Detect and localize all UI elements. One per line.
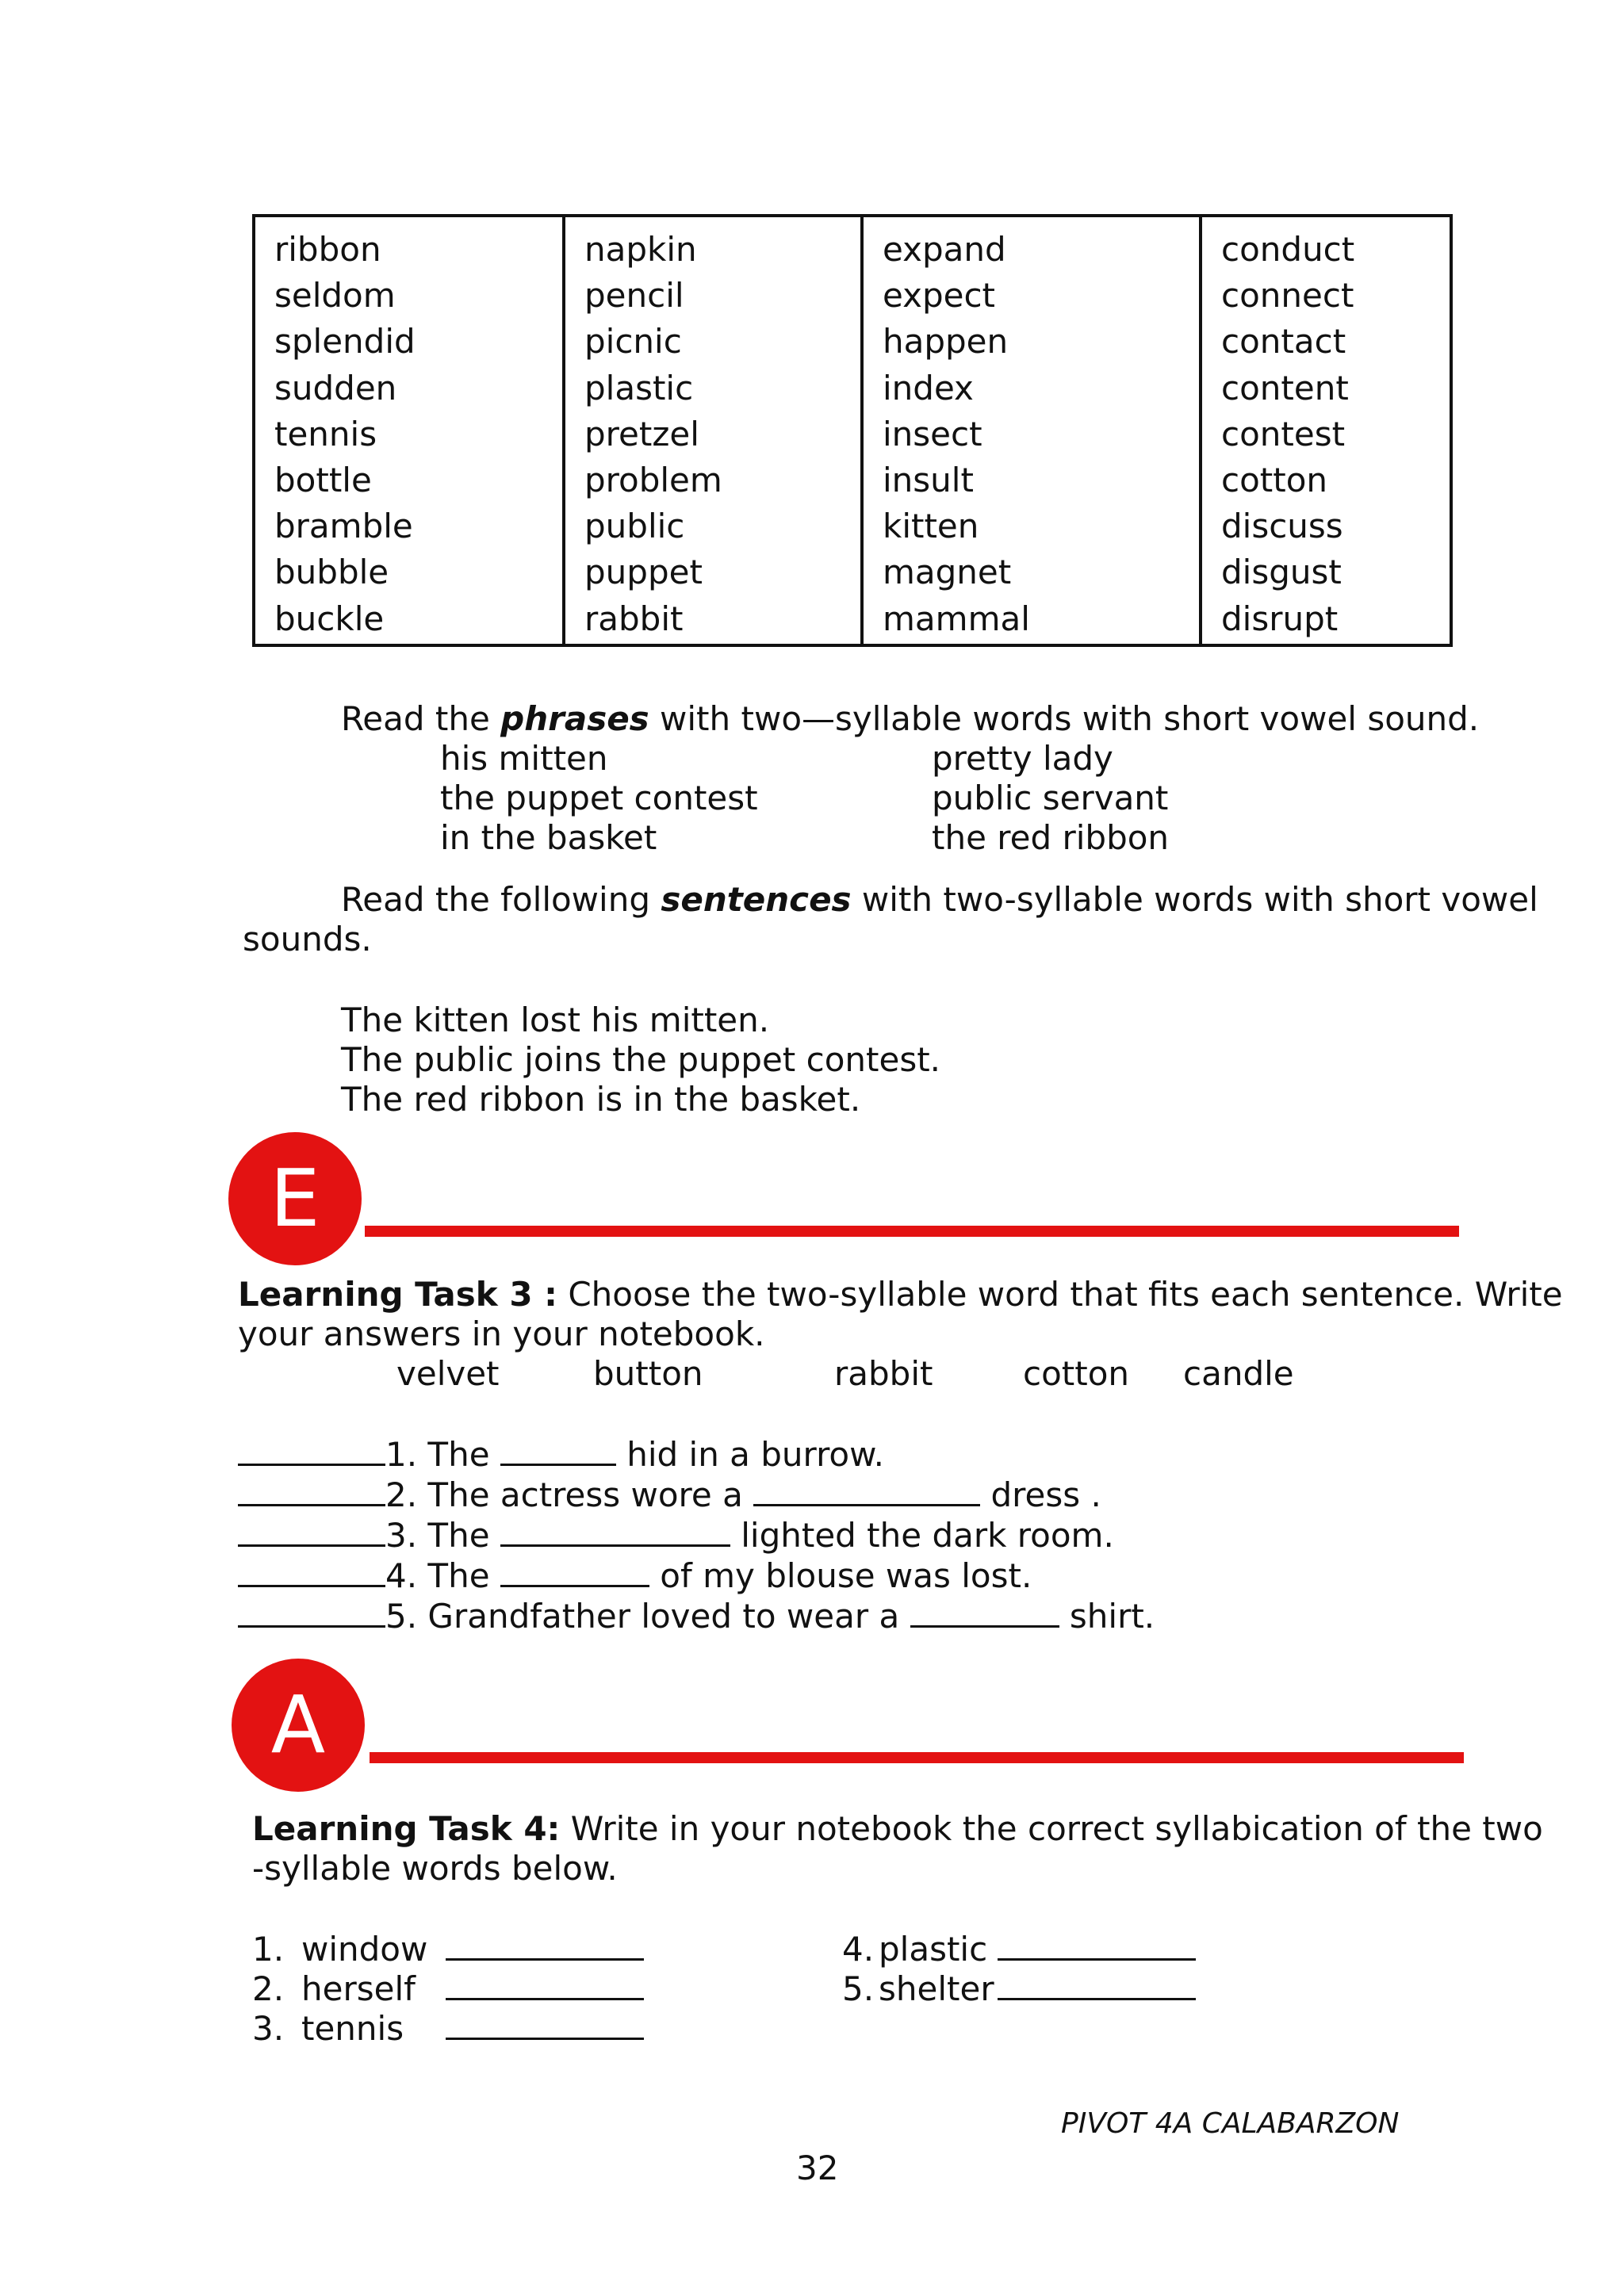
word-cell: contact (1221, 322, 1346, 362)
phrases-intro (341, 699, 1479, 739)
sentence-item: The kitten lost his mitten. (341, 1001, 770, 1039)
word-cell: mammal (883, 599, 1030, 638)
task3-item-rest: dress . (980, 1475, 1101, 1514)
fill-blank[interactable] (500, 1558, 649, 1587)
word-cell: rabbit (584, 599, 684, 638)
word-cell: sudden (274, 368, 397, 408)
word-cell: content (1221, 368, 1349, 408)
task4-item-number: 4. (842, 1930, 875, 1969)
sentence-item: The red ribbon is in the basket. (341, 1080, 861, 1119)
task4-item-word: plastic (879, 1930, 988, 1969)
answer-blank[interactable] (446, 2011, 644, 2040)
task3-item (238, 1475, 1101, 1515)
word-cell: expect (883, 276, 996, 316)
word-cell: napkin (584, 230, 697, 269)
word-table (252, 214, 1453, 647)
page-number: 32 (796, 2149, 839, 2187)
answer-blank[interactable] (238, 1437, 385, 1466)
word-column-4 (1202, 217, 1450, 644)
section-e-letter: E (270, 1152, 320, 1245)
task3-item-text: 5. Grandfather loved to wear a (385, 1597, 910, 1636)
word-cell: bottle (274, 461, 372, 500)
task3-instruction: Choose the two-syllable word that fits each sentence. Write (557, 1275, 1563, 1314)
fill-blank[interactable] (500, 1517, 730, 1547)
word-column-2 (565, 217, 864, 644)
answer-blank[interactable] (238, 1598, 385, 1628)
word-column-3 (864, 217, 1202, 644)
word-cell: buckle (274, 599, 385, 638)
task3-item (238, 1556, 1032, 1596)
answer-blank[interactable] (238, 1558, 385, 1587)
answer-blank[interactable] (998, 1931, 1196, 1961)
sentences-intro-rest: with two-syllable words with short vowel (851, 880, 1538, 919)
task4-item-number: 1. (252, 1930, 285, 1969)
word-cell: pencil (584, 276, 684, 316)
fill-blank[interactable] (500, 1437, 616, 1466)
word-cell: contest (1221, 414, 1346, 453)
task4-item-word: herself (301, 1969, 416, 2008)
task3-item-rest: of my blouse was lost. (649, 1556, 1032, 1595)
task3-heading (238, 1275, 1563, 1314)
word-cell: pretzel (584, 414, 699, 453)
word-cell: splendid (274, 322, 416, 362)
fill-blank[interactable] (910, 1598, 1059, 1628)
phrases-emphasis: phrases (500, 699, 649, 738)
section-e-badge (228, 1132, 362, 1265)
sentences-intro-cont: sounds. (243, 920, 372, 959)
word-cell: kitten (883, 507, 979, 546)
word-choice: candle (1183, 1354, 1294, 1393)
word-cell: plastic (584, 368, 694, 408)
task3-item-text: 4. The (385, 1556, 500, 1595)
word-cell: problem (584, 461, 722, 500)
phrase-item: his mitten (440, 739, 608, 778)
task3-item-text: 1. The (385, 1435, 500, 1474)
word-cell: connect (1221, 276, 1354, 316)
task3-item (238, 1435, 884, 1475)
word-cell: public (584, 507, 685, 546)
answer-blank[interactable] (998, 1971, 1196, 2000)
task4-item-word: window (301, 1930, 428, 1969)
task3-item-rest: lighted the dark room. (730, 1516, 1114, 1555)
word-cell: disgust (1221, 553, 1342, 592)
word-choice: cotton (1023, 1354, 1130, 1393)
answer-blank[interactable] (446, 1931, 644, 1961)
task4-item-number: 5. (842, 1969, 875, 2008)
section-e-rule (365, 1226, 1459, 1237)
task4-item-word: tennis (301, 2009, 404, 2048)
word-choice: button (593, 1354, 703, 1393)
word-cell: bramble (274, 507, 413, 546)
task4-item (252, 1969, 644, 2009)
word-cell: seldom (274, 276, 396, 316)
task4-heading (252, 1809, 1543, 1849)
word-cell: happen (883, 322, 1009, 362)
task3-item (238, 1516, 1114, 1556)
word-cell: magnet (883, 553, 1012, 592)
task4-instruction: Write in your notebook the correct syllabication of the two (560, 1809, 1543, 1848)
word-cell: cotton (1221, 461, 1328, 500)
answer-blank[interactable] (238, 1477, 385, 1506)
task3-item-rest: hid in a burrow. (615, 1435, 884, 1474)
answer-blank[interactable] (446, 1971, 644, 2000)
task4-label: Learning Task 4: (252, 1809, 561, 1848)
phrase-item: in the basket (440, 818, 657, 857)
fill-blank[interactable] (753, 1477, 980, 1506)
word-cell: picnic (584, 322, 682, 362)
task3-item (238, 1597, 1155, 1636)
word-cell: conduct (1221, 230, 1355, 269)
task4-item-number: 3. (252, 2009, 285, 2048)
phrases-intro-rest: with two—syllable words with short vowel sound. (649, 699, 1480, 738)
word-cell: insult (883, 461, 974, 500)
task4-item (842, 1930, 1196, 1969)
section-a-letter: A (270, 1678, 326, 1771)
answer-blank[interactable] (238, 1517, 385, 1547)
task4-item (842, 1969, 1196, 2009)
word-column-1 (255, 217, 565, 644)
task4-item (252, 1930, 644, 1969)
task3-item-text: 2. The actress wore a (385, 1475, 754, 1514)
footer-source: PIVOT 4A CALABARZON (1061, 2107, 1400, 2140)
task4-instruction-cont: -syllable words below. (252, 1849, 618, 1888)
sentences-intro (341, 880, 1538, 920)
task3-item-rest: shirt. (1059, 1597, 1155, 1636)
word-cell: expand (883, 230, 1006, 269)
word-cell: ribbon (274, 230, 381, 269)
task4-item-number: 2. (252, 1969, 285, 2008)
task3-label: Learning Task 3 : (238, 1275, 557, 1314)
task4-item (252, 2009, 644, 2049)
word-cell: index (883, 368, 974, 408)
word-cell: disrupt (1221, 599, 1339, 638)
task3-instruction-cont: your answers in your notebook. (238, 1314, 765, 1353)
sentences-emphasis: sentences (661, 880, 852, 919)
word-choice: rabbit (834, 1354, 933, 1393)
section-a-badge (232, 1659, 365, 1792)
word-cell: tennis (274, 414, 377, 453)
word-choice: velvet (396, 1354, 500, 1393)
word-cell: discuss (1221, 507, 1343, 546)
sentences-intro-text: Read the following (341, 880, 661, 919)
word-cell: puppet (584, 553, 703, 592)
word-cell: bubble (274, 553, 389, 592)
word-cell: insect (883, 414, 982, 453)
section-a-rule (370, 1752, 1464, 1763)
task3-item-text: 3. The (385, 1516, 500, 1555)
phrase-item: the puppet contest (440, 779, 758, 817)
phrase-item: pretty lady (932, 739, 1113, 778)
sentence-item: The public joins the puppet contest. (341, 1040, 941, 1079)
phrases-intro-text: Read the (341, 699, 501, 738)
phrase-item: the red ribbon (932, 818, 1170, 857)
phrase-item: public servant (932, 779, 1169, 817)
task4-item-word: shelter (879, 1969, 994, 2008)
